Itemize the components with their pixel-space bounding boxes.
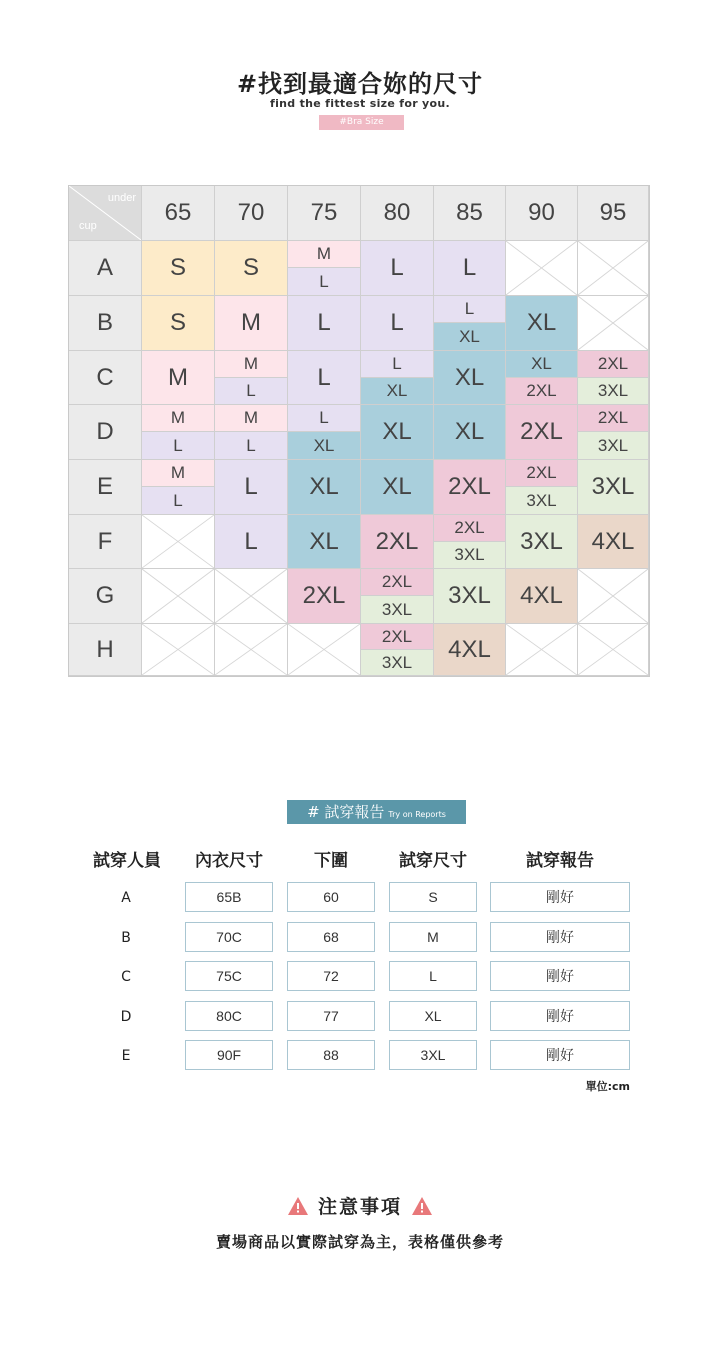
underbust-box: 68 [287, 922, 375, 952]
cross-icon [506, 241, 577, 295]
try-size-box: 3XL [389, 1040, 477, 1070]
underbust-box: 60 [287, 882, 375, 912]
notice-title: 注意事項 [317, 1196, 402, 1218]
size-cell: L [288, 268, 361, 296]
size-cell: 2XL [434, 515, 506, 542]
underbust-box: 77 [287, 1001, 375, 1031]
size-cell: XL [288, 432, 361, 460]
size-cell: M [142, 460, 215, 487]
size-cell: 2XL [506, 405, 578, 460]
empty-cell [215, 569, 288, 624]
size-cell: XL [288, 515, 361, 569]
size-cell: XL [434, 323, 506, 351]
size-cell: M [215, 405, 288, 432]
size-cell: L [288, 405, 361, 432]
size-cell: 3XL [361, 650, 434, 676]
try-on-header [287, 800, 466, 824]
size-cell: L [142, 487, 215, 515]
cup-label: cup [79, 220, 97, 232]
size-cell: 4XL [434, 624, 506, 676]
try-size-box: M [389, 922, 477, 952]
underbust-header: 85 [434, 186, 506, 241]
bra-size-box: 75C [185, 961, 273, 991]
try-on-title-en: Try on Reports [388, 810, 446, 819]
empty-cell [506, 624, 578, 676]
empty-cell [288, 624, 361, 676]
size-cell: 3XL [506, 515, 578, 569]
column-header-try-size: 試穿尺寸 [399, 851, 467, 871]
row-person: D [120, 1009, 132, 1025]
size-cell: L [434, 296, 506, 323]
size-cell: 3XL [434, 569, 506, 624]
report-box: 剛好 [490, 922, 630, 952]
row-person: E [121, 1048, 131, 1064]
size-cell: XL [434, 405, 506, 460]
report-box: 剛好 [490, 882, 630, 912]
cross-icon [215, 569, 287, 623]
warning-icon [411, 1196, 433, 1216]
size-cell: 3XL [506, 487, 578, 515]
underbust-header: 95 [578, 186, 649, 241]
size-cell: 3XL [361, 596, 434, 624]
size-cell: L [142, 432, 215, 460]
size-cell: 2XL [361, 515, 434, 569]
size-cell: M [215, 351, 288, 378]
underbust-header: 65 [142, 186, 215, 241]
notice-text: 賣場商品以實際試穿為主，表格僅供參考 [215, 1233, 504, 1251]
cup-header: D [69, 405, 142, 460]
size-cell: L [361, 296, 434, 351]
try-size-box: XL [389, 1001, 477, 1031]
empty-cell [578, 624, 649, 676]
cross-icon [506, 624, 577, 675]
size-cell: M [142, 405, 215, 432]
size-chart [68, 185, 650, 677]
underbust-header: 90 [506, 186, 578, 241]
size-cell: L [361, 351, 434, 378]
cup-header: E [69, 460, 142, 515]
size-cell: XL [288, 460, 361, 515]
column-header-person: 試穿人員 [93, 851, 161, 871]
cross-icon [288, 624, 360, 675]
size-cell: 3XL [578, 432, 649, 460]
report-box: 剛好 [490, 1040, 630, 1070]
cross-icon [578, 624, 648, 675]
size-cell: 2XL [506, 460, 578, 487]
size-cell: L [215, 378, 288, 405]
column-header-underbust: 下圍 [314, 851, 348, 871]
empty-cell [578, 241, 649, 296]
report-box: 剛好 [490, 1001, 630, 1031]
try-on-title: # 試穿報告 [307, 803, 385, 821]
underbust-box: 72 [287, 961, 375, 991]
size-cell: L [288, 296, 361, 351]
size-cell: 4XL [506, 569, 578, 624]
cup-header: C [69, 351, 142, 405]
empty-cell [506, 241, 578, 296]
cup-header: G [69, 569, 142, 624]
page-title: #找到最適合妳的尺寸 [236, 70, 484, 98]
notice-heading [0, 1192, 720, 1219]
empty-cell [215, 624, 288, 676]
warning-icon [287, 1196, 309, 1216]
cup-header: B [69, 296, 142, 351]
size-cell: 2XL [506, 378, 578, 405]
size-cell: 2XL [361, 624, 434, 650]
column-header-bra-size: 內衣尺寸 [195, 851, 263, 871]
size-cell: XL [506, 296, 578, 351]
size-cell: L [288, 351, 361, 405]
try-size-box: L [389, 961, 477, 991]
bra-size-box: 90F [185, 1040, 273, 1070]
cross-icon [142, 624, 214, 675]
bra-size-box: 65B [185, 882, 273, 912]
size-cell: XL [361, 460, 434, 515]
underbust-header: 75 [288, 186, 361, 241]
row-person: A [121, 890, 131, 906]
under-label: under [107, 192, 136, 204]
bra-size-box: 80C [185, 1001, 273, 1031]
bra-size-box: 70C [185, 922, 273, 952]
size-cell: L [215, 460, 288, 515]
underbust-header: 70 [215, 186, 288, 241]
size-cell: M [288, 241, 361, 268]
cup-header: H [69, 624, 142, 676]
try-size-box: S [389, 882, 477, 912]
cross-icon [142, 569, 214, 623]
page-subtitle: find the fittest size for you. [270, 97, 450, 110]
cross-icon [578, 241, 648, 295]
report-box: 剛好 [490, 961, 630, 991]
size-cell: S [215, 241, 288, 296]
empty-cell [578, 296, 649, 351]
size-cell: 2XL [434, 460, 506, 515]
size-cell: 3XL [578, 460, 649, 515]
size-cell: XL [434, 351, 506, 405]
size-cell: 2XL [578, 351, 649, 378]
size-cell: L [361, 241, 434, 296]
column-header-report: 試穿報告 [526, 851, 594, 871]
size-cell: S [142, 296, 215, 351]
cross-icon [578, 296, 648, 350]
underbust-header: 80 [361, 186, 434, 241]
row-person: B [121, 930, 131, 946]
size-cell: 4XL [578, 515, 649, 569]
size-cell: S [142, 241, 215, 296]
size-cell: XL [361, 378, 434, 405]
size-cell: 2XL [578, 405, 649, 432]
size-cell: 2XL [361, 569, 434, 596]
cup-header: F [69, 515, 142, 569]
empty-cell [142, 569, 215, 624]
corner-cell [69, 186, 142, 241]
cup-header: A [69, 241, 142, 296]
bra-size-tag: #Bra Size [319, 115, 404, 130]
cross-icon [578, 569, 648, 623]
size-cell: XL [361, 405, 434, 460]
underbust-box: 88 [287, 1040, 375, 1070]
size-cell: L [434, 241, 506, 296]
unit-label: 單位:cm [585, 1080, 630, 1093]
size-cell: M [215, 296, 288, 351]
row-person: C [121, 969, 131, 985]
empty-cell [142, 624, 215, 676]
size-cell: 2XL [288, 569, 361, 624]
size-cell: L [215, 432, 288, 460]
empty-cell [142, 515, 215, 569]
size-cell: 3XL [434, 542, 506, 569]
size-cell: M [142, 351, 215, 405]
size-cell: L [215, 515, 288, 569]
cross-icon [142, 515, 214, 568]
empty-cell [578, 569, 649, 624]
size-cell: 3XL [578, 378, 649, 405]
size-cell: XL [506, 351, 578, 378]
cross-icon [215, 624, 287, 675]
